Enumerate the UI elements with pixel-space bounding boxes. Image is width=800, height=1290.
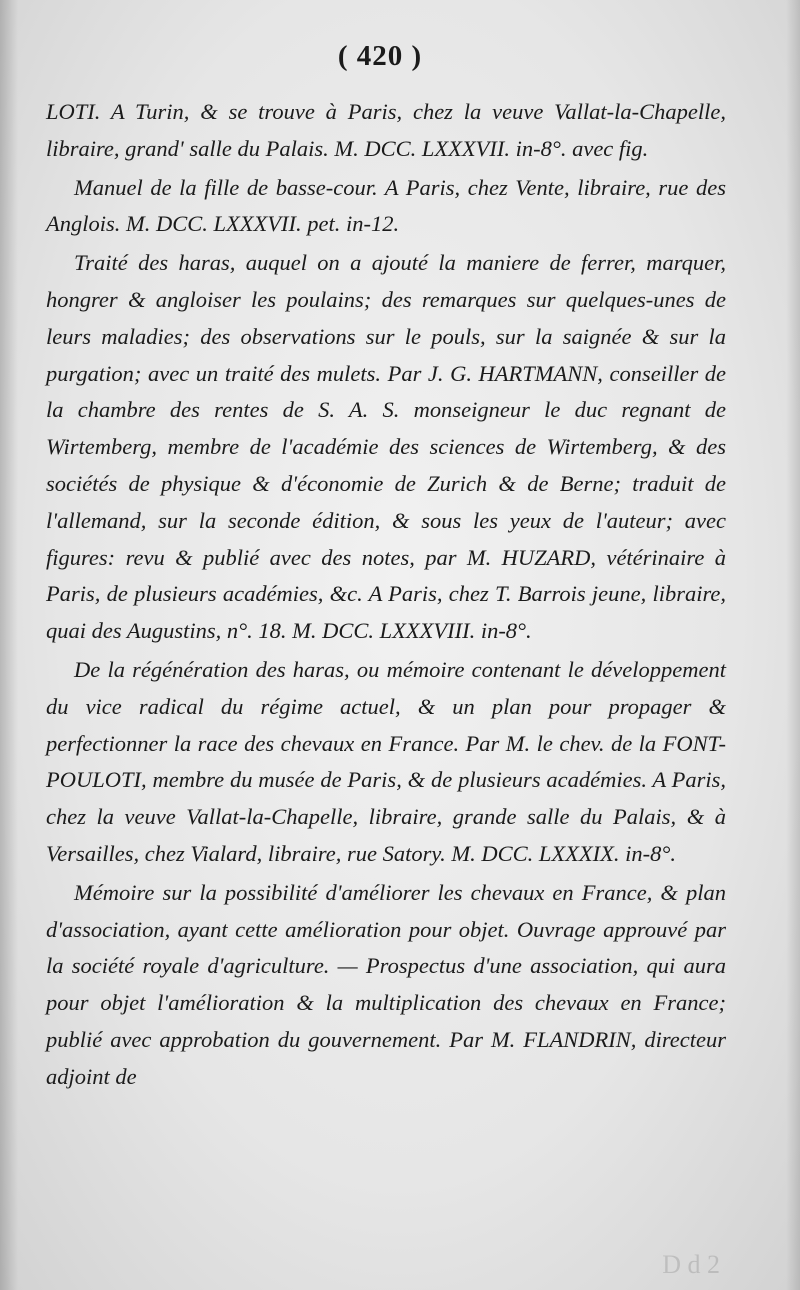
signature-mark: D d 2 [662,1250,720,1279]
body-text [46,94,726,1098]
paragraph-traite-des-haras: Traité des haras, auquel on a ajouté la maniere de ferrer, marquer, hongrer & angloiser les poulains; des remarques sur quelques-unes de leurs maladies; des observations sur le pouls, sur la saignée & sur la purgation; avec un traité des mulets. Par J. G. HARTMANN, conseiller de la chambre des rentes de S. A. S. monseigneur le duc regnant de Wirtemberg, membre de l'académie des sciences de Wirtemberg, & des sociétés de physique & d'économie de Zurich & de Berne; traduit de l'allemand, sur la seconde édition, & sous les yeux de l'auteur; avec figures: revu & publié avec des notes, par M. HUZARD, vétérinaire à Paris, de plusieurs académies, &c. A Paris, chez T. Barrois jeune, libraire, quai des Augustins, n°. 18. M. DCC. LXXXVIII. in-8°. [46,250,726,644]
paragraph-memoire: Mémoire sur la possibilité d'améliorer les chevaux en France, & plan d'association, ayant cette amélioration pour objet. Ouvrage approuvé par la société royale d'agriculture. — Prospectus d'une association, qui aura pour objet l'amélioration & la multiplication des chevaux en France; publié avec approbation du gouvernement. Par M. FLANDRIN, directeur adjoint de [46,879,726,1089]
paragraph-regeneration: De la régénération des haras, ou mémoire contenant le développement du vice radical du régime actuel, & un plan pour propager & perfectionner la race des chevaux en France. Par M. le chev. de la FONT-POULOTI, membre du musée de Paris, & de plusieurs académies. A Paris, chez la veuve Vallat-la-Chapelle, libraire, grande salle du Palais, & à Versailles, chez Vialard, libraire, rue Satory. M. DCC. LXXXIX. in-8°. [46,656,726,866]
paragraph-continuation: LOTI. A Turin, & se trouve à Paris, chez la veuve Vallat-la-Chapelle, libraire, grand' salle du Palais. M. DCC. LXXXVII. in-8°. avec fig. [46,99,726,161]
page-number: ( 420 ) [337,40,423,72]
paragraph-manuel: Manuel de la fille de basse-cour. A Paris, chez Vente, libraire, rue des Anglois. M. DCC. LXXXVII. pet. in-12. [46,174,726,237]
